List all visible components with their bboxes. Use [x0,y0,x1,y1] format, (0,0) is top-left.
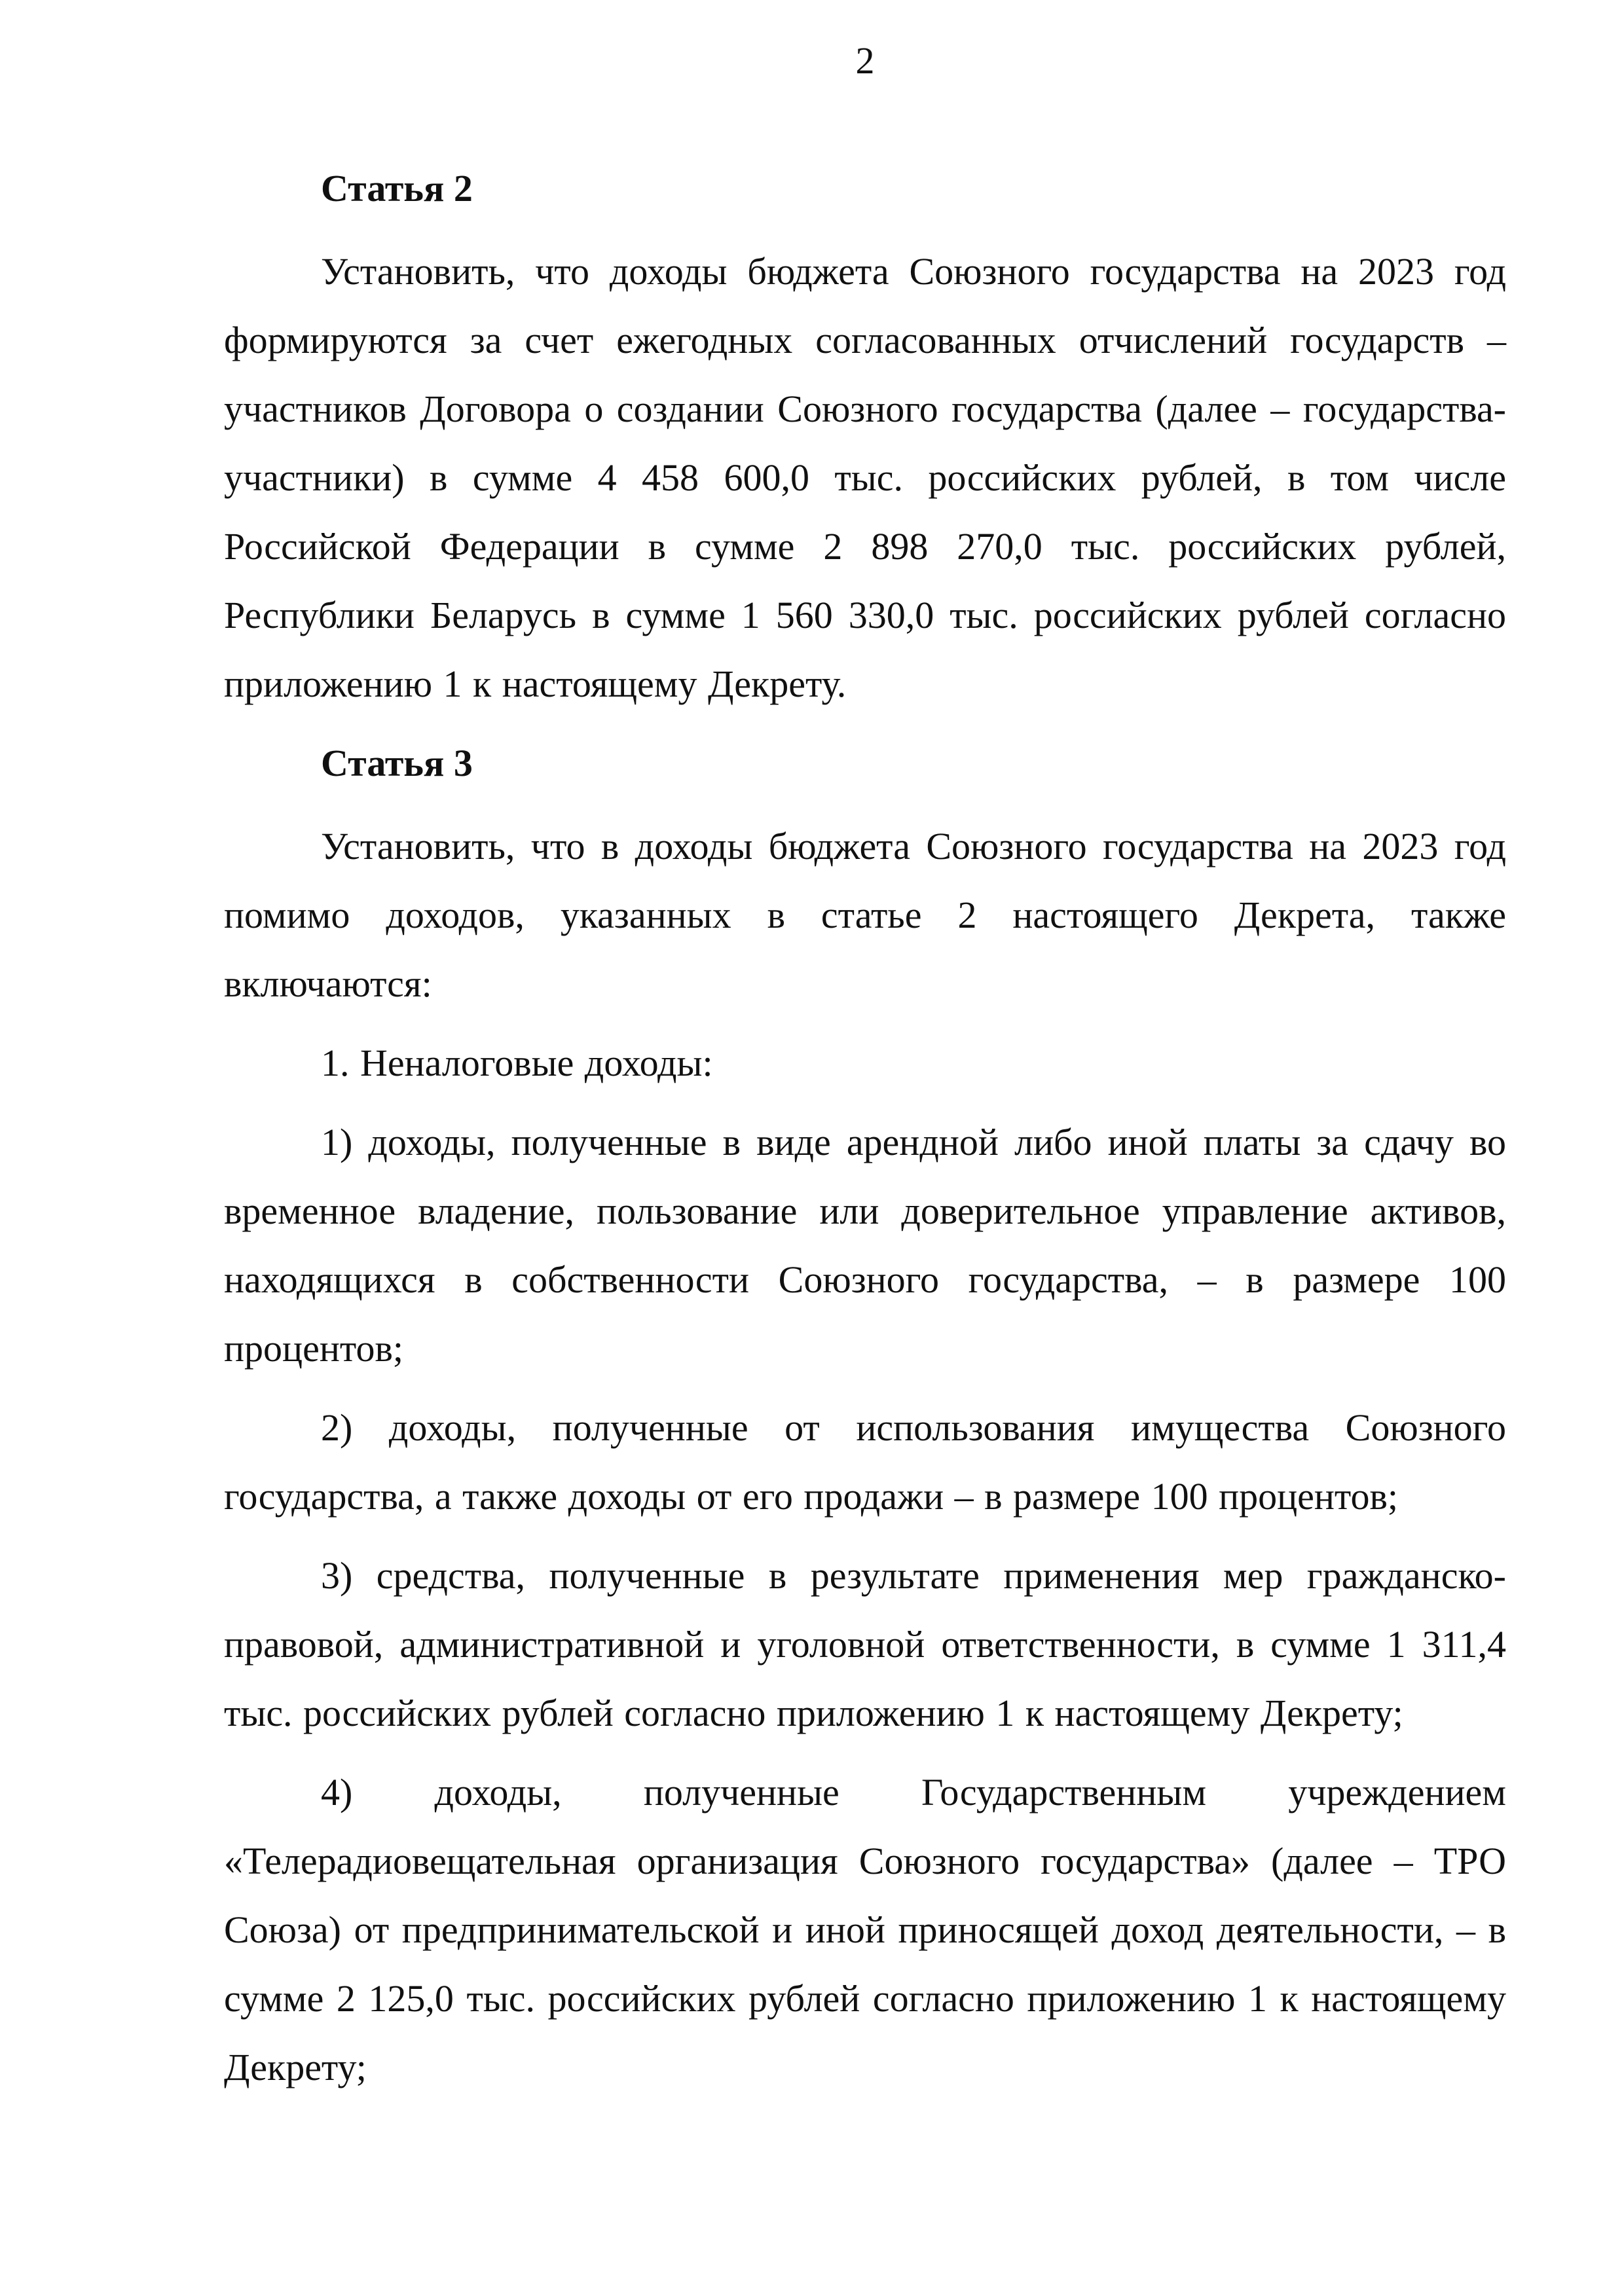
article-3-item-2-property-income: 2) доходы, полученные от использования имущества Союзного государства, а также доходы от его продажи – в размере 100 процентов; [224,1406,1506,1518]
article-3-intro-paragraph: Установить, что в доходы бюджета Союзного государства на 2023 год помимо доходов, указанных в статье 2 настоящего Декрета, также включаются: [224,825,1506,1005]
page-number: 2 [855,39,875,82]
article-2-heading: Статья 2 [321,167,473,210]
article-3-item-1-rental-income: 1) доходы, полученные в виде арендной либо иной платы за сдачу во временное владение, пользование или доверительное управление активов, находящихся в собственности Союзного государства, – в размере 100 процентов; [224,1121,1506,1370]
article-3-item-3-liability-funds: 3) средства, полученные в результате применения мер гражданско-правовой, административной и уголовной ответственности, в сумме 1 311,4 тыс. российских рублей согласно приложению 1 к настоящему Декрету; [224,1554,1506,1734]
article-3-heading: Статья 3 [321,742,473,784]
article-3 [224,729,1506,2102]
article-3-item-4-tro-income: 4) доходы, полученные Государственным учреждением «Телерадиовещательная организация Союзного государства» (далее – ТРО Союза) от предпринимательской и иной приносящей доход деятельности, – в сумме 2 125,0 тыс. российских рублей согласно приложению 1 к настоящему Декрету; [224,1771,1506,2088]
article-2-paragraph-revenues-total: Установить, что доходы бюджета Союзного государства на 2023 год формируются за счет ежегодных согласованных отчислений государств – участников Договора о создании Союзного государства (далее – государства-участники) в сумме 4 458 600,0 тыс. российских рублей, в том числе Российской Федерации в сумме 2 898 270,0 тыс. российских рублей, Республики Беларусь в сумме 1 560 330,0 тыс. российских рублей согласно приложению 1 к настоящему Декрету. [224,250,1506,705]
article-3-nontax-income-label: 1. Неналоговые доходы: [321,1042,713,1084]
article-2 [224,154,1506,718]
